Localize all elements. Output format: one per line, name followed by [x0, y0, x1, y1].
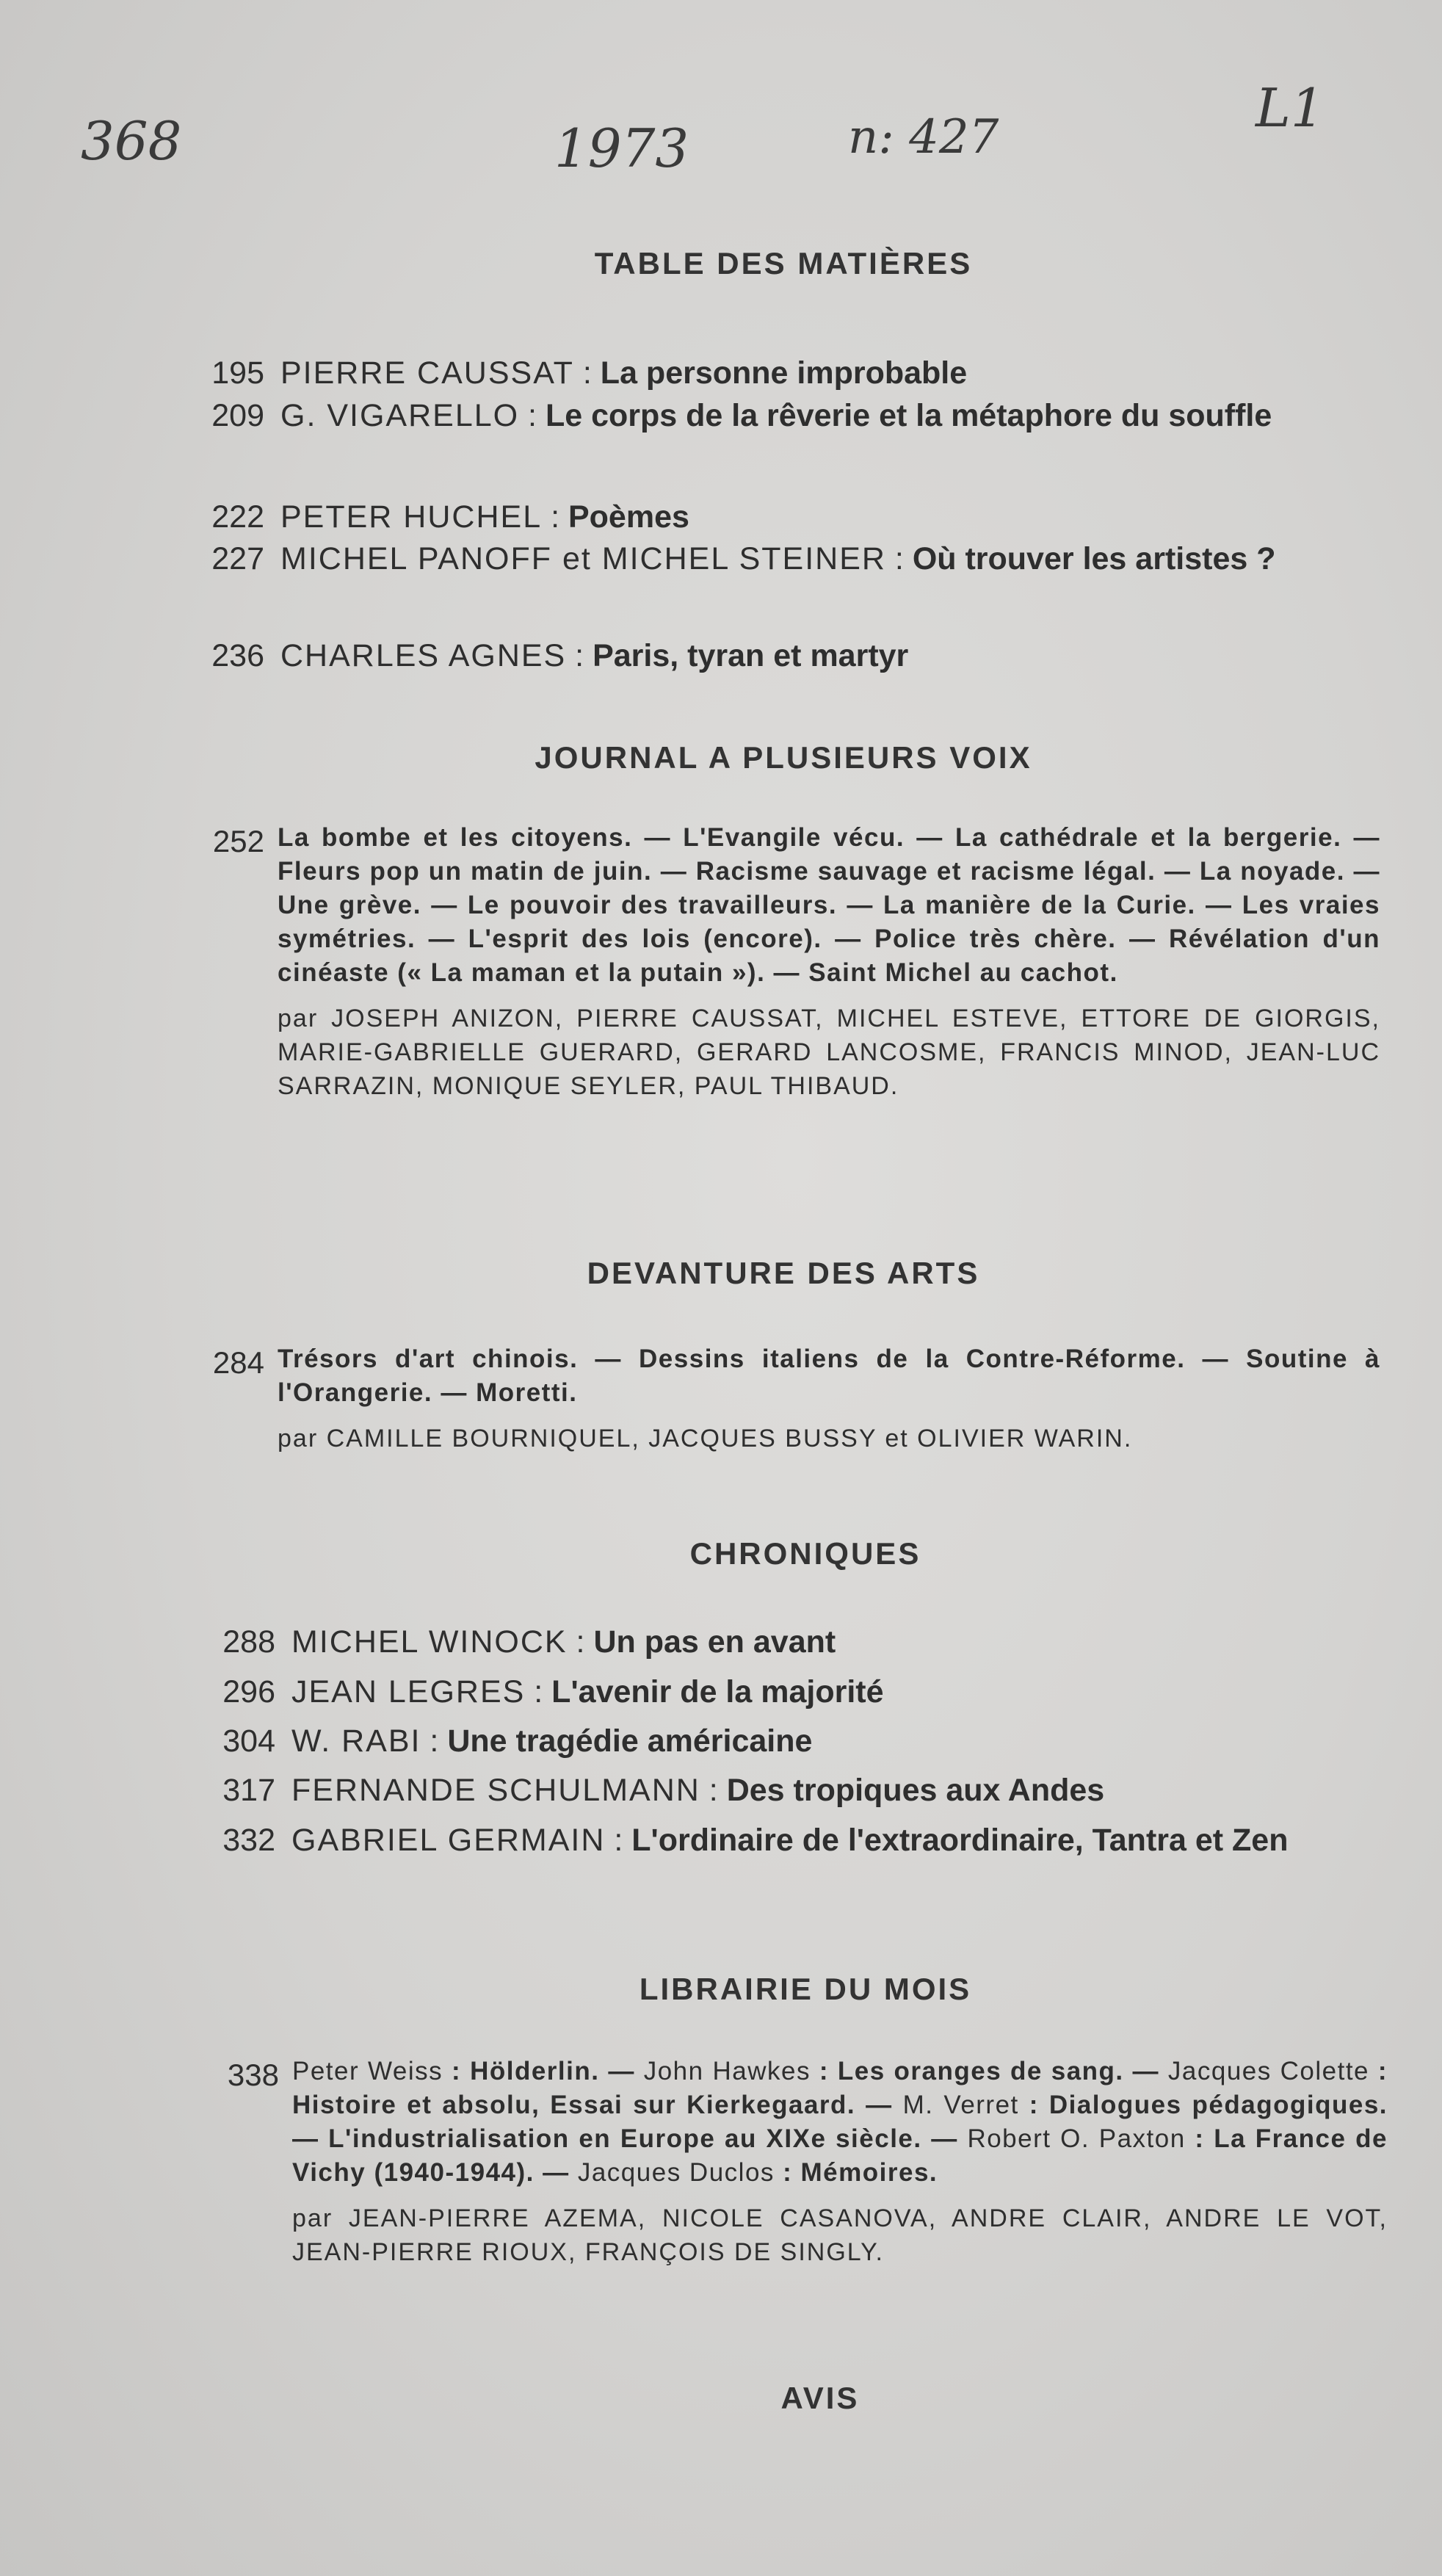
section-heading-librairie: LIBRAIRIE DU MOIS: [639, 1972, 972, 2006]
article-title: L'avenir de la majorité: [551, 1674, 884, 1710]
author: MICHEL PANOFF et MICHEL STEINER: [280, 541, 886, 576]
journal-contributors: par JOSEPH ANIZON, PIERRE CAUSSAT, MICHEL ESTEVE, ETTORE DE GIORGIS, MARIE-GABRIELLE GUERARD, GERARD LANCOSME, FRANCIS MINOD, JEAN-LUC SARRAZIN, MONIQUE SEYLER, PAUL THIBAUD.: [278, 1005, 1380, 1100]
author: PETER HUCHEL: [280, 499, 543, 535]
article-title: Poèmes: [568, 499, 689, 535]
article-title: Le corps de la rêverie et la métaphore du souffle: [545, 398, 1272, 433]
author: CHARLES AGNES: [280, 638, 567, 673]
section-heading-devanture: DEVANTURE DES ARTS: [587, 1256, 980, 1290]
article-title: Paris, tyran et martyr: [593, 638, 909, 673]
page-number: 332: [222, 1823, 275, 1858]
librairie-block: [213, 2055, 1388, 2269]
review-author: Peter Weiss: [292, 2057, 443, 2085]
author: PIERRE CAUSSAT: [280, 355, 574, 391]
review-author: Robert O. Paxton: [967, 2124, 1186, 2153]
handwritten-year: 1973: [554, 117, 689, 179]
review-title: Les oranges de sang.: [837, 2057, 1124, 2085]
page-number: 304: [222, 1723, 275, 1759]
review-author: Jacques Colette: [1167, 2057, 1370, 2085]
article-title: Où trouver les artistes ?: [912, 541, 1276, 576]
journal-block: [198, 821, 1380, 1103]
handwritten-number: 368: [81, 110, 182, 172]
author: GABRIEL GERMAIN: [291, 1823, 606, 1858]
toc-entry: 304 W. RABI : Une tragédie américaine: [209, 1721, 1384, 1762]
devanture-contributors: par CAMILLE BOURNIQUEL, JACQUES BUSSY et OLIVIER WARIN.: [278, 1425, 1133, 1452]
article-title: Un pas en avant: [593, 1624, 836, 1660]
author: G. VIGARELLO: [280, 398, 520, 433]
journal-topics: La bombe et les citoyens. — L'Evangile vécu. — La cathédrale et la bergerie. — Fleurs pop un matin de juin. — Racisme sauvage et racisme légal. — La noyade. — Une grève. — Le pouvoir des travailleurs. — La manière de la Curie. — Les vraies symétries. — L'esprit des lois (encore). — Police très chère. — Révélation d'un cinéaste (« La maman et la putain »). — Saint Michel au cachot.: [278, 823, 1380, 987]
toc-entry: 317 FERNANDE SCHULMANN : Des tropiques aux Andes: [209, 1770, 1384, 1811]
toc-entry: 236 CHARLES AGNES : Paris, tyran et martyr: [198, 635, 1380, 676]
toc-entry: 296 JEAN LEGRES : L'avenir de la majorité: [209, 1671, 1384, 1712]
review-title: Hölderlin.: [470, 2057, 600, 2085]
review-author: Jacques Duclos: [577, 2158, 775, 2187]
page-number: 288: [222, 1624, 275, 1660]
page-number: 222: [211, 499, 264, 535]
review-title: La France de Vichy (1940-1944).: [292, 2124, 1388, 2187]
librairie-contributors: par JEAN-PIERRE AZEMA, NICOLE CASANOVA, ANDRE CLAIR, ANDRE LE VOT, JEAN-PIERRE RIOUX, FRANÇOIS DE SINGLY.: [292, 2204, 1388, 2266]
section-heading-avis: AVIS: [780, 2381, 860, 2415]
handwritten-mark: L1: [1256, 77, 1325, 139]
toc-entry: 209 G. VIGARELLO : Le corps de la rêverie et la métaphore du souffle: [198, 395, 1380, 436]
page-number: 296: [222, 1674, 275, 1710]
article-title: Une tragédie américaine: [447, 1723, 813, 1759]
section-heading-journal: JOURNAL A PLUSIEURS VOIX: [535, 740, 1032, 775]
review-author: M. Verret: [902, 2091, 1019, 2119]
page-number: 252: [212, 824, 264, 858]
toc-entry: 227 MICHEL PANOFF et MICHEL STEINER : Où trouver les artistes ?: [198, 538, 1380, 579]
page-title: TABLE DES MATIÈRES: [594, 246, 973, 281]
librairie-reviews: Peter Weiss : Hölderlin. — John Hawkes : Les oranges de sang. — Jacques Colette : Histoire et absolu, Essai sur Kierkegaard. — M. Verret : Dialogues pédagogiques. — L'industrialisation en Europe au XIXe siècle. — Robert O. Paxton : La France de Vichy (1940-1944). — Jacques Duclos : Mémoires.: [292, 2057, 1388, 2187]
page-number: 209: [211, 398, 264, 433]
review-title: Mémoires.: [800, 2158, 938, 2187]
article-title: L'ordinaire de l'extraordinaire, Tantra et Zen: [631, 1823, 1289, 1858]
toc-entry: 195 PIERRE CAUSSAT : La personne improbable: [198, 352, 1380, 394]
article-title: La personne improbable: [600, 355, 968, 391]
toc-entry: 332 GABRIEL GERMAIN : L'ordinaire de l'extraordinaire, Tantra et Zen: [209, 1820, 1384, 1861]
section-heading-chroniques: CHRONIQUES: [689, 1536, 921, 1571]
page-number: 236: [211, 638, 264, 673]
page-number: 195: [211, 355, 264, 391]
toc-entry: 288 MICHEL WINOCK : Un pas en avant: [209, 1621, 1384, 1663]
review-title: L'industrialisation en Europe au XIXe siècle.: [328, 2124, 922, 2153]
handwritten-issue: n: 427: [848, 110, 999, 164]
author: W. RABI: [291, 1723, 421, 1759]
devanture-topics: Trésors d'art chinois. — Dessins italiens de la Contre-Réforme. — Soutine à l'Orangerie. — Moretti.: [278, 1345, 1380, 1407]
article-title: Des tropiques aux Andes: [726, 1773, 1105, 1808]
author: JEAN LEGRES: [291, 1674, 526, 1710]
author: FERNANDE SCHULMANN: [291, 1773, 700, 1808]
review-author: John Hawkes: [643, 2057, 811, 2085]
toc-entry: 222 PETER HUCHEL : Poèmes: [198, 496, 1380, 538]
review-title: Dialogues pédagogiques.: [1048, 2091, 1388, 2119]
page-number: 317: [222, 1773, 275, 1808]
review-title: Histoire et absolu, Essai sur Kierkegaard.: [292, 2091, 856, 2119]
page-number: 227: [211, 541, 264, 576]
page-number: 338: [227, 2058, 279, 2092]
page-number: 284: [212, 1345, 264, 1380]
author: MICHEL WINOCK: [291, 1624, 568, 1660]
devanture-block: [198, 1342, 1380, 1455]
